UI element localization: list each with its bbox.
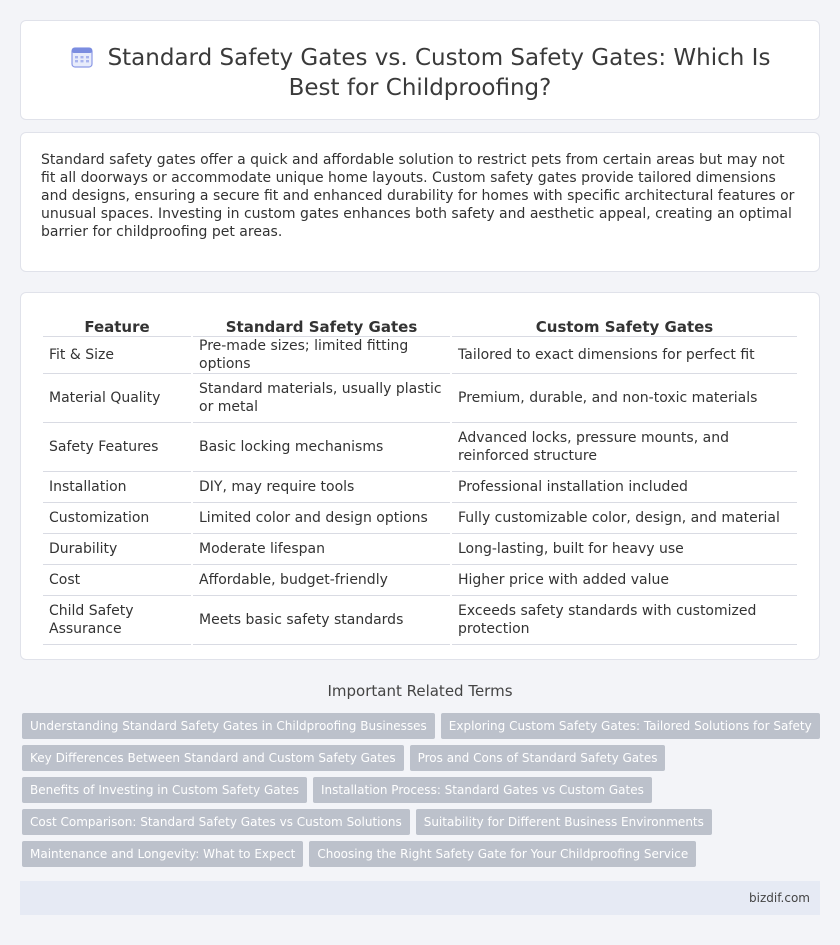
calendar-icon: [70, 45, 94, 69]
intro-paragraph: Standard safety gates offer a quick and affordable solution to restrict pets from certain areas but may not fit all doorways or accommodate unique home layouts. Custom safety gates provide tailored dimensions and designs, ensuring a secure fit and enhanced durability for homes with specific architectural features or unusual spaces. Investing in custom gates enhances both safety and aesthetic appeal, creating an optimal barrier for childproofing pet areas.: [41, 152, 795, 240]
feature-cell: Customization: [43, 503, 191, 534]
standard-cell: Standard materials, usually plastic or metal: [193, 374, 450, 423]
custom-cell: Fully customizable color, design, and material: [452, 503, 797, 534]
custom-cell: Exceeds safety standards with customized protection: [452, 596, 797, 645]
column-header-standard: Standard Safety Gates: [193, 315, 450, 337]
custom-cell: Long-lasting, built for heavy use: [452, 534, 797, 565]
standard-cell: Basic locking mechanisms: [193, 423, 450, 472]
feature-cell: Cost: [43, 565, 191, 596]
custom-cell: Tailored to exact dimensions for perfect fit: [452, 337, 797, 374]
page-title: [51, 43, 789, 103]
custom-cell: Professional installation included: [452, 472, 797, 503]
header-card: [20, 20, 820, 120]
related-term-tag[interactable]: Exploring Custom Safety Gates: Tailored Solutions for Safety: [441, 713, 820, 739]
feature-cell: Installation: [43, 472, 191, 503]
table-row: [43, 503, 797, 534]
column-header-custom: Custom Safety Gates: [452, 315, 797, 337]
related-term-tag[interactable]: Key Differences Between Standard and Custom Safety Gates: [22, 745, 404, 771]
table-row: [43, 596, 797, 645]
comparison-card: [20, 292, 820, 660]
related-term-tag[interactable]: Benefits of Investing in Custom Safety Gates: [22, 777, 307, 803]
intro-card: [20, 132, 820, 272]
table-header-row: [43, 315, 797, 337]
related-term-tag[interactable]: Cost Comparison: Standard Safety Gates vs Custom Solutions: [22, 809, 410, 835]
standard-cell: Moderate lifespan: [193, 534, 450, 565]
table-row: [43, 374, 797, 423]
related-term-tag[interactable]: Maintenance and Longevity: What to Expect: [22, 841, 303, 867]
feature-cell: Material Quality: [43, 374, 191, 423]
related-terms-list: [22, 713, 822, 873]
feature-cell: Child Safety Assurance: [43, 596, 191, 645]
related-term-tag[interactable]: Suitability for Different Business Environments: [416, 809, 712, 835]
footer-bar: [20, 881, 820, 915]
related-term-tag[interactable]: Installation Process: Standard Gates vs Custom Gates: [313, 777, 652, 803]
related-term-tag[interactable]: Understanding Standard Safety Gates in Childproofing Businesses: [22, 713, 435, 739]
related-terms-heading: Important Related Terms: [327, 682, 513, 700]
table-row: [43, 423, 797, 472]
table-row: [43, 534, 797, 565]
custom-cell: Premium, durable, and non-toxic materials: [452, 374, 797, 423]
standard-cell: Affordable, budget-friendly: [193, 565, 450, 596]
feature-cell: Fit & Size: [43, 337, 191, 374]
table-row: [43, 472, 797, 503]
table-row: [43, 565, 797, 596]
feature-cell: Durability: [43, 534, 191, 565]
standard-cell: Meets basic safety standards: [193, 596, 450, 645]
standard-cell: Limited color and design options: [193, 503, 450, 534]
custom-cell: Advanced locks, pressure mounts, and reinforced structure: [452, 423, 797, 472]
comparison-table: [41, 315, 799, 645]
column-header-feature: Feature: [43, 315, 191, 337]
title-text: Standard Safety Gates vs. Custom Safety Gates: Which Is Best for Childproofing?: [107, 45, 771, 101]
table-row: [43, 337, 797, 374]
related-term-tag[interactable]: Pros and Cons of Standard Safety Gates: [410, 745, 666, 771]
feature-cell: Safety Features: [43, 423, 191, 472]
site-link[interactable]: bizdif.com: [749, 891, 810, 905]
standard-cell: Pre-made sizes; limited fitting options: [193, 337, 450, 374]
custom-cell: Higher price with added value: [452, 565, 797, 596]
related-term-tag[interactable]: Choosing the Right Safety Gate for Your Childproofing Service: [309, 841, 696, 867]
standard-cell: DIY, may require tools: [193, 472, 450, 503]
